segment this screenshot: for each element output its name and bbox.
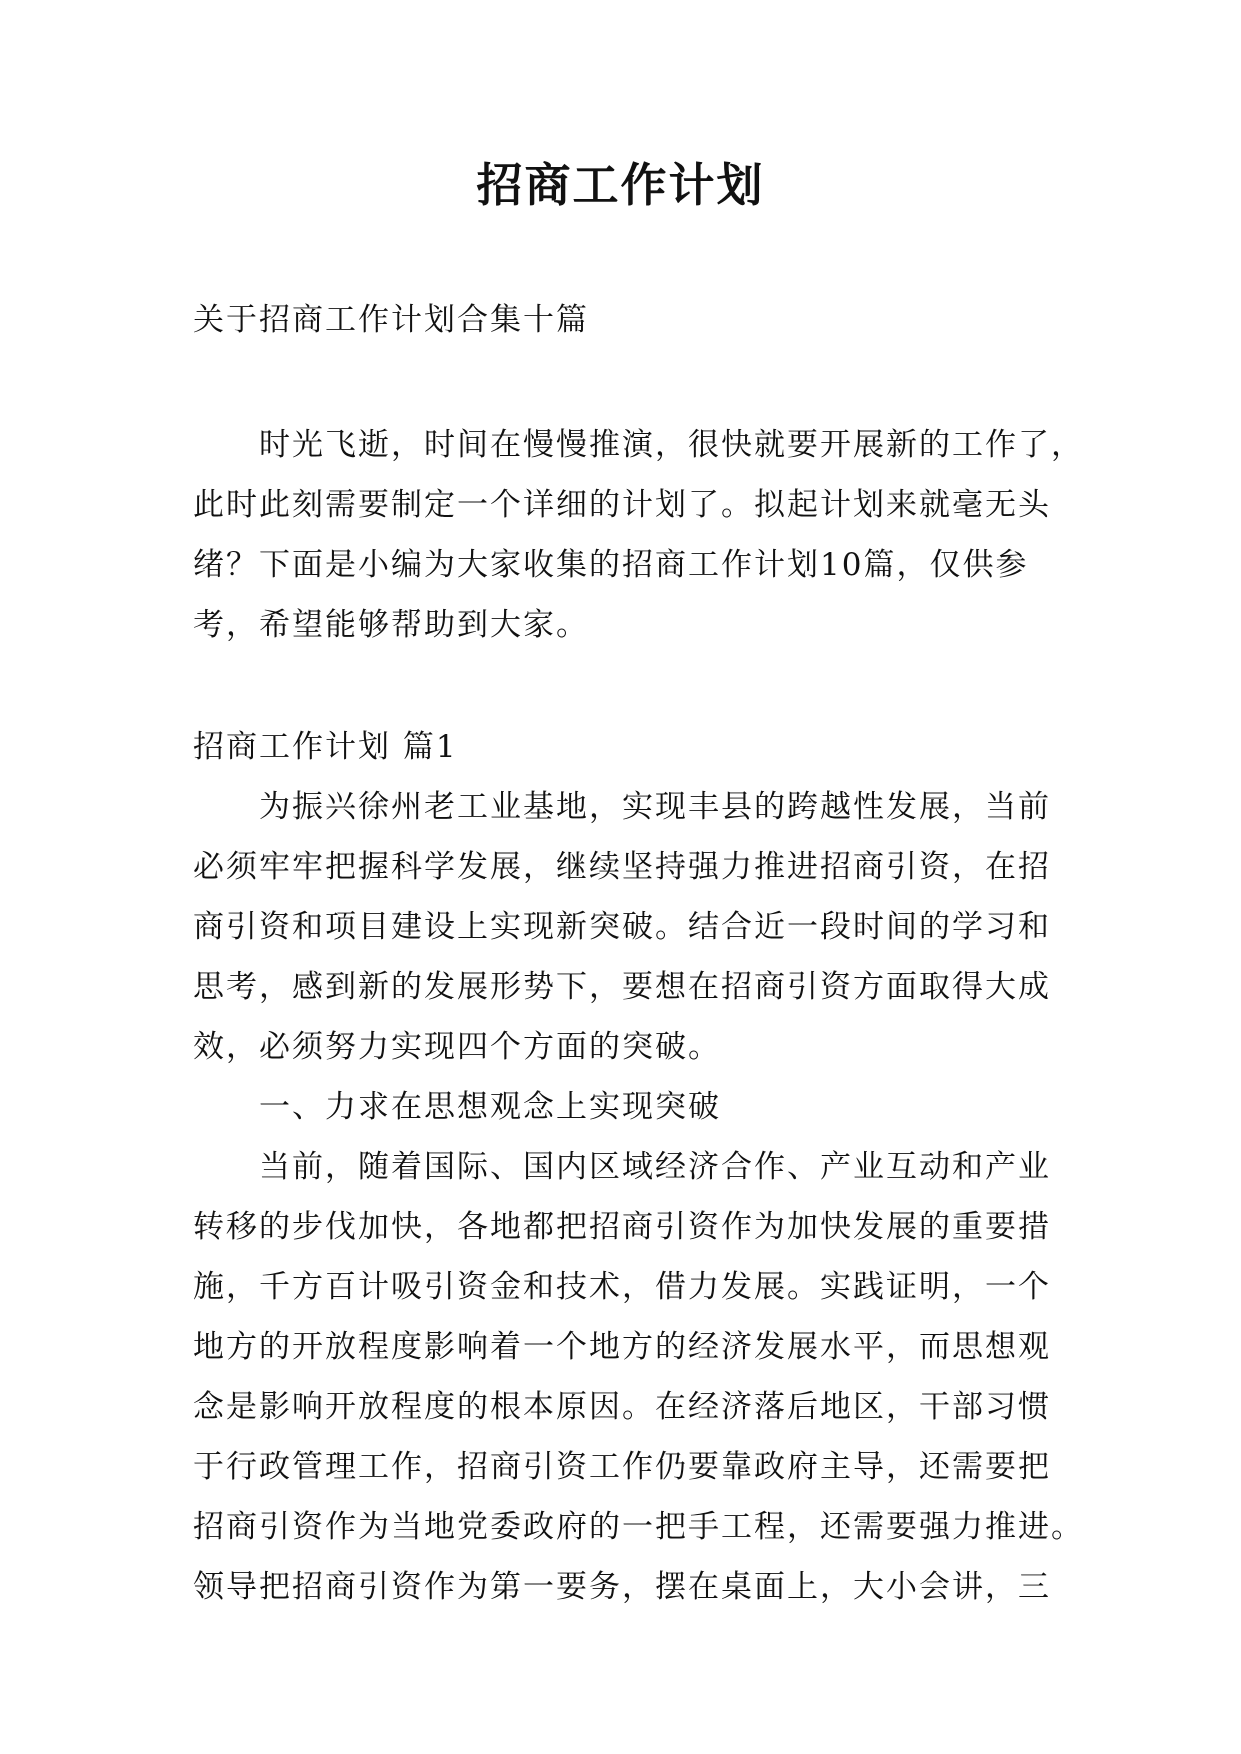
document-title: 招商工作计划 [476,158,765,212]
paragraph-line: 招商引资作为当地党委政府的一把手工程，还需要强力推进。 [193,1509,1084,1545]
paragraph-line: 当前，随着国际、国内区域经济合作、产业互动和产业 [259,1149,1051,1185]
section-paragraph-2 [193,1137,1084,1617]
intro-line: 绪？下面是小编为大家收集的招商工作计划10篇，仅供参 [193,547,1029,583]
paragraph-line: 商引资和项目建设上实现新突破。结合近一段时间的学习和 [193,909,1051,945]
intro-paragraph [193,415,1084,655]
paragraph-line: 领导把招商引资作为第一要务，摆在桌面上，大小会讲，三 [193,1569,1051,1605]
paragraph-line: 为振兴徐州老工业基地，实现丰县的跨越性发展，当前 [259,789,1051,825]
paragraph-line: 地方的开放程度影响着一个地方的经济发展水平，而思想观 [193,1329,1051,1365]
intro-line: 此时此刻需要制定一个详细的计划了。拟起计划来就毫无头 [193,487,1051,523]
paragraph-line: 效，必须努力实现四个方面的突破。 [193,1029,721,1065]
paragraph-line: 思考，感到新的发展形势下，要想在招商引资方面取得大成 [193,969,1051,1005]
paragraph-line: 于行政管理工作，招商引资工作仍要靠政府主导，还需要把 [193,1449,1051,1485]
point-heading: 一、力求在思想观念上实现突破 [259,1089,721,1125]
document-body [193,290,1084,1617]
document-subtitle: 关于招商工作计划合集十篇 [193,302,589,338]
section-heading: 招商工作计划 篇1 [193,729,458,765]
paragraph-line: 施，千方百计吸引资金和技术，借力发展。实践证明，一个 [193,1269,1051,1305]
paragraph-line: 转移的步伐加快，各地都把招商引资作为加快发展的重要措 [193,1209,1051,1245]
intro-line: 考，希望能够帮助到大家。 [193,607,589,643]
paragraph-line: 必须牢牢把握科学发展，继续坚持强力推进招商引资，在招 [193,849,1051,885]
intro-line: 时光飞逝，时间在慢慢推演，很快就要开展新的工作了， [259,427,1084,463]
section-paragraph-1 [193,777,1055,1077]
paragraph-line: 念是影响开放程度的根本原因。在经济落后地区，干部习惯 [193,1389,1051,1425]
